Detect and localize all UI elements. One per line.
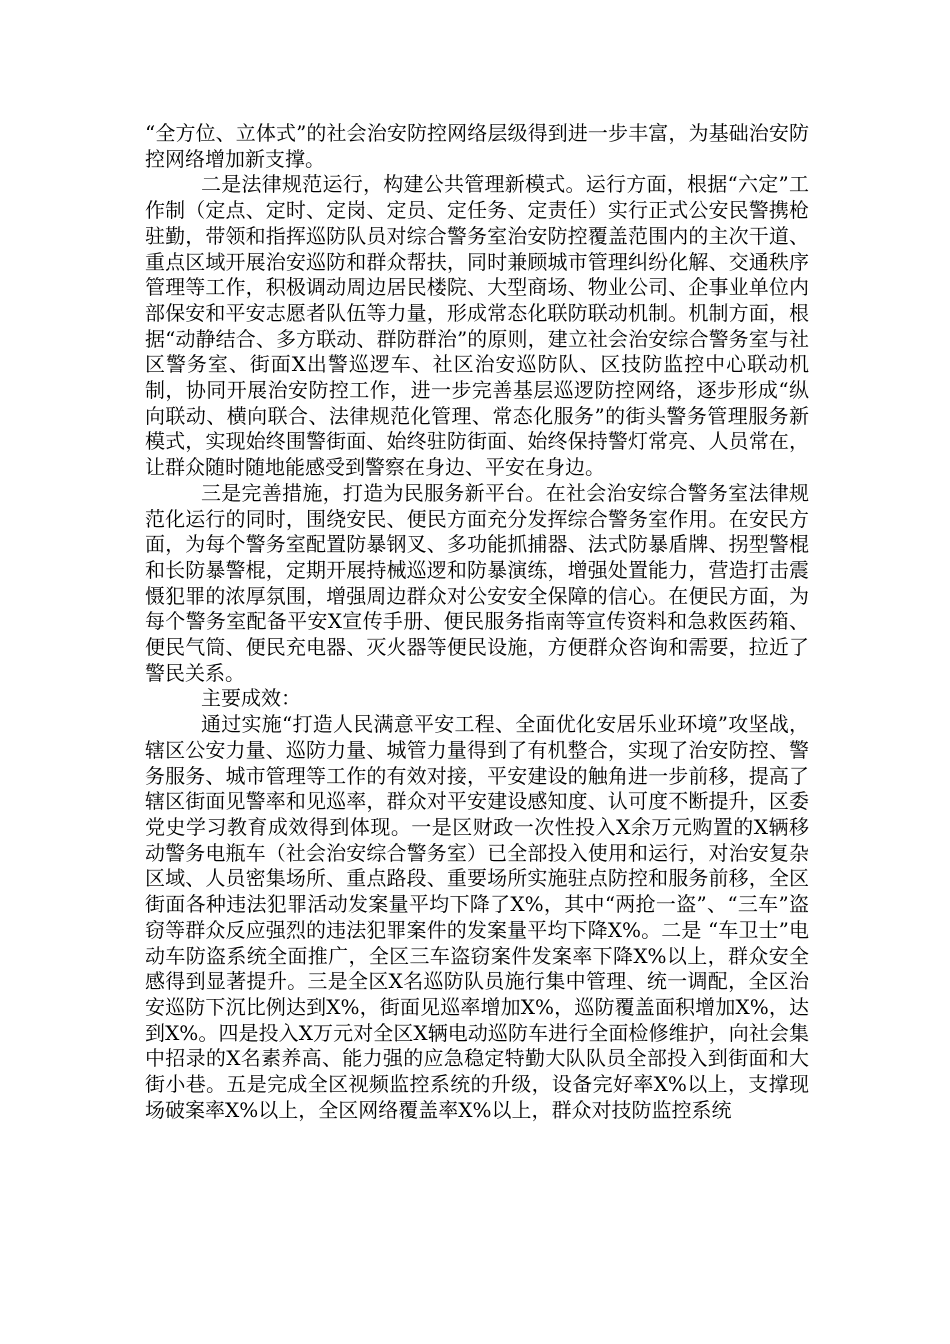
paragraph-service-platform: 三是完善措施，打造为民服务新平台。在社会治安综合警务室法律规范化运行的同时，围绕安民、便民方面充分发挥综合警务室作用。在安民方面，为每个警务室配置防暴钢叉、多功能抓捕器、法式防暴盾牌、拐型警棍和长防暴警棍，定期开展持械巡逻和防暴演练，增强处置能力，营造打击震慑犯罪的浓厚氛围，增强周边群众对公安安全保障的信心。在便民方面，为每个警务室配备平安X宣传手册、便民服务指南等宣传资料和急救医药箱、便民气筒、便民充电器、灭火器等便民设施，方便群众咨询和需要，拉近了警民关系。 bbox=[145, 480, 809, 685]
paragraph-legal-operation: 二是法律规范运行，构建公共管理新模式。运行方面，根据“六定”工作制（定点、定时、定岗、定员、定任务、定责任）实行正式公安民警携枪驻勤，带领和指挥巡防队员对综合警务室治安防控覆盖范围内的主次干道、重点区域开展治安巡防和群众帮扶，同时兼顾城市管理纠纷化解、交通秩序管理等工作，积极调动周边居民楼院、大型商场、物业公司、企事业单位内部保安和平安志愿者队伍等力量，形成常态化联防联动机制。机制方面，根据“动静结合、多方联动、群防群治”的原则，建立社会治安综合警务室与社区警务室、街面X出警巡逻车、社区治安巡防队、区技防监控中心联动机制，协同开展治安防控工作，进一步完善基层巡逻防控网络，逐步形成“纵向联动、横向联合、法律规范化管理、常态化服务”的街头警务管理服务新模式，实现始终围警街面、始终驻防街面、始终保持警灯常亮、人员常在，让群众随时随地能感受到警察在身边、平安在身边。 bbox=[145, 172, 809, 480]
paragraph-main-results-heading: 主要成效： bbox=[201, 686, 301, 711]
document-body bbox=[145, 121, 809, 1123]
paragraph-continuation: “全方位、立体式”的社会治安防控网络层级得到进一步丰富，为基础治安防控网络增加新支撑。 bbox=[145, 121, 809, 171]
paragraph-main-results: 通过实施“打造人民满意平安工程、全面优化安居乐业环境”攻坚战，辖区公安力量、巡防力量、城管力量得到了有机整合，实现了治安防控、警务服务、城市管理等工作的有效对接，平安建设的触角进一步前移，提高了辖区街面见警率和见巡率，群众对平安建设感知度、认可度不断提升，区委党史学习教育成效得到体现。一是区财政一次性投入X余万元购置的X辆移动警务电瓶车（社会治安综合警务室）已全部投入使用和运行，对治安复杂区域、人员密集场所、重点路段、重要场所实施驻点防控和服务前移，全区街面各种违法犯罪活动发案量平均下降了X%，其中“两抢一盗”、“三车”盗窃等群众反应强烈的违法犯罪案件的发案量平均下降X%。二是 “车卫士”电动车防盗系统全面推广，全区三车盗窃案件发案率下降X%以上，群众安全感得到显著提升。三是全区X名巡防队员施行集中管理、统一调配，全区治安巡防下沉比例达到X%，街面见巡率增加X%，巡防覆盖面积增加X%，达到X%。四是投入X万元对全区X辆电动巡防车进行全面检修维护，向社会集中招录的X名素养高、能力强的应急稳定特勤大队队员全部投入到街面和大街小巷。五是完成全区视频监控系统的升级，设备完好率X%以上，支撑现场破案率X%以上，全区网络覆盖率X%以上，群众对技防监控系统 bbox=[145, 712, 809, 1122]
